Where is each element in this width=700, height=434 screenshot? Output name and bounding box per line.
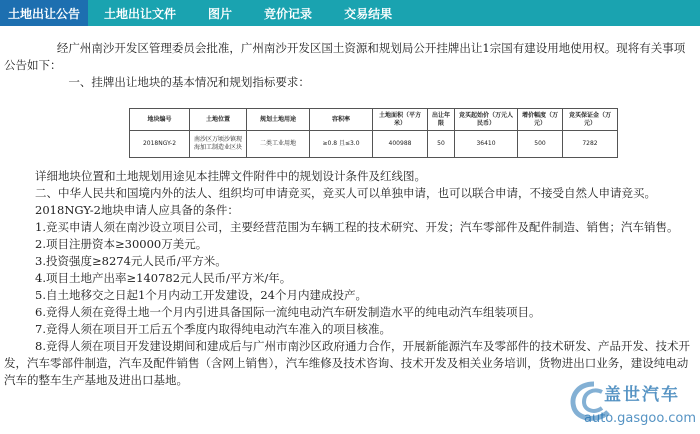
table-header: 竞买保证金（万元） — [563, 109, 618, 131]
tab-bar — [0, 0, 700, 26]
table-header: 规划土地用途 — [247, 109, 310, 131]
watermark-brand: 盖世汽车 — [604, 385, 680, 405]
condition-item: 7.竞得人须在项目开工后五个季度内取得纯电动汽车准入的项目核准。 — [35, 322, 392, 336]
tab-land-transfer-documents[interactable]: 土地出让文件 — [104, 6, 177, 21]
table-cell: 400988 — [373, 131, 428, 158]
conditions-title: 2018NGY-2地块申请人应具备的条件： — [35, 203, 239, 217]
tab-transaction-results[interactable]: 交易结果 — [344, 6, 393, 21]
table-cell: 7282 — [563, 131, 618, 158]
condition-item: 6.竞得人须在竞得土地一个月内引进具备国际一流纯电动汽车研发制造水平的纯电动汽车组装项目。 — [35, 305, 541, 319]
notice-body — [4, 168, 696, 389]
watermark — [564, 378, 694, 430]
table-cell: 二类工业用地 — [247, 131, 310, 158]
table-header: 出让年限 — [428, 109, 455, 131]
condition-item: 8.竞得人须在项目开发建设期间和建成后与广州市南沙区政府通力合作，开展新能源汽车及零部件的技术研发、产品开发、技术开发，汽车零部件制造，汽车及配件销售（含网上销售），汽车维修及技术咨询、技术开发及相关业务培训，货物进出口业务，建设纯电动汽车的整车生产基地及进出口基地。 — [4, 339, 691, 387]
land-parcel-table — [129, 108, 618, 158]
table-header: 增价幅度（万元） — [518, 109, 563, 131]
table-cell: 南沙区万顷沙镇现海加工制造业区块 — [190, 131, 247, 158]
watermark-url: auto.gasgoo.com — [584, 411, 696, 426]
table-cell: ≥0.8 且≤3.0 — [310, 131, 373, 158]
table-cell: 500 — [518, 131, 563, 158]
table-cell: 36410 — [455, 131, 518, 158]
section1-title: 一、挂牌出让地块的基本情况和规划指标要求： — [68, 75, 310, 89]
tab-images[interactable]: 图片 — [208, 6, 233, 21]
condition-item: 4.项目土地产出率≥140782元人民币/平方米/年。 — [35, 271, 292, 285]
section2-paragraph: 二、中华人民共和国境内外的法人、组织均可申请竞买，竞买人可以单独申请，也可以联合申请，不接受自然人申请竞买。 — [35, 186, 657, 200]
table-cell: 2018NGY-2 — [130, 131, 190, 158]
table-header: 土地位置 — [190, 109, 247, 131]
condition-item: 2.项目注册资本≥30000万美元。 — [35, 237, 208, 251]
intro-paragraph: 经广州南沙开发区管理委员会批准，广州南沙开发区国土资源和规划局公开挂牌出让1宗国有建设用地使用权。现将有关事项公告如下： — [4, 41, 686, 72]
tab-bidding-records[interactable]: 竞价记录 — [264, 6, 313, 21]
tab-land-transfer-notice[interactable]: 土地出让公告 — [0, 0, 88, 26]
condition-item: 5.自土地移交之日起1个月内动工开发建设，24个月内建成投产。 — [35, 288, 367, 302]
condition-item: 1.竞买申请人须在南沙设立项目公司，主要经营范围为车辆工程的技术研究、开发；汽车零部件及配件制造、销售；汽车销售。 — [35, 220, 679, 234]
condition-item: 3.投资强度≥8274元人民币/平方米。 — [35, 254, 227, 268]
notice-content — [4, 40, 694, 91]
table-header: 地块编号 — [130, 109, 190, 131]
table-header: 竞买起始价（万元人民币） — [455, 109, 518, 131]
table-row — [130, 131, 618, 158]
table-header-row — [130, 109, 618, 131]
table-cell: 50 — [428, 131, 455, 158]
table-header: 容积率 — [310, 109, 373, 131]
after-table-note: 详细地块位置和土地规划用途见本挂牌文件附件中的规划设计条件及红线图。 — [35, 169, 427, 183]
table-header: 土地面积（平方米） — [373, 109, 428, 131]
